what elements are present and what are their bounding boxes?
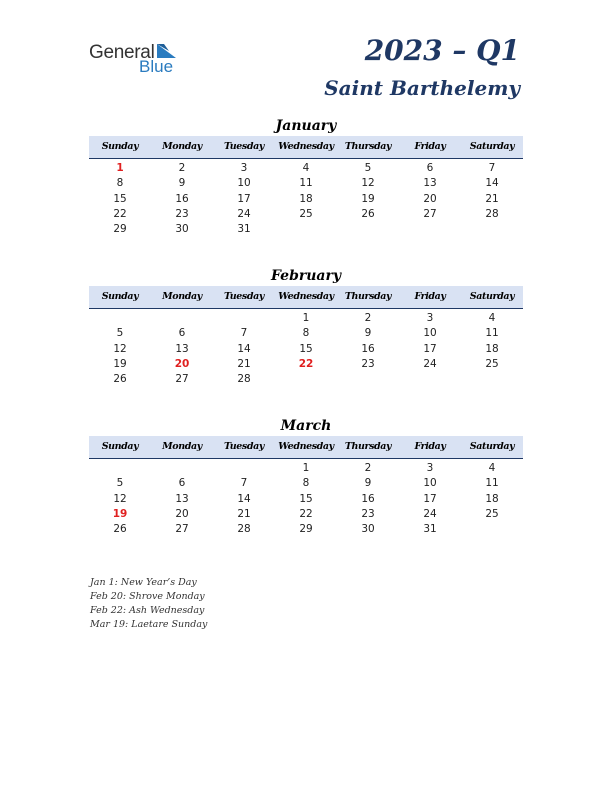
holiday-notes	[90, 576, 390, 632]
day-cell: 7	[240, 327, 248, 340]
day-cell: 26	[361, 207, 375, 220]
day-cell: 10	[237, 177, 251, 190]
day-cell: 3	[426, 312, 434, 324]
day-cell: 1	[302, 312, 310, 324]
day-cell: 6	[178, 327, 186, 340]
day-cell: 18	[485, 342, 499, 355]
day-cell: 30	[361, 523, 375, 536]
weekday-header	[89, 136, 523, 159]
day-cell: 29	[113, 223, 127, 236]
week-row	[89, 492, 523, 507]
holiday-day-cell: 20	[174, 357, 190, 370]
day-cell: 21	[237, 507, 251, 520]
day-cell: 9	[364, 327, 372, 340]
day-cell: 10	[423, 327, 437, 340]
week-row	[89, 461, 523, 476]
day-cell: 20	[175, 507, 189, 520]
weekday-tuesday: Tuesday	[223, 291, 264, 302]
week-row	[89, 342, 523, 357]
holiday-day-cell: 22	[298, 357, 314, 370]
day-cell: 9	[178, 177, 186, 190]
weekday-tuesday: Tuesday	[223, 441, 264, 452]
day-cell: 8	[302, 477, 310, 490]
weekday-thursday: Thursday	[344, 291, 392, 302]
week-row	[89, 192, 523, 207]
day-cell: 17	[423, 342, 437, 355]
day-cell: 6	[178, 477, 186, 490]
weekday-header	[89, 436, 523, 459]
day-cell	[461, 372, 523, 387]
month-february	[89, 266, 523, 387]
day-cell	[89, 461, 151, 476]
weekday-thursday: Thursday	[344, 141, 392, 152]
day-cell: 18	[299, 192, 313, 205]
weekday-friday: Friday	[414, 141, 446, 152]
day-cell: 11	[485, 477, 499, 490]
holiday-note: Jan 1: New Year’s Day	[90, 577, 197, 588]
day-cell: 25	[485, 507, 499, 520]
day-cell: 17	[237, 192, 251, 205]
day-cell	[213, 311, 275, 326]
weekday-monday: Monday	[162, 441, 202, 452]
page-title-period: 2023 – Q1	[364, 34, 520, 67]
week-row	[89, 476, 523, 491]
weekday-monday: Monday	[162, 141, 202, 152]
day-cell	[89, 311, 151, 326]
day-cell: 23	[361, 507, 375, 520]
day-cell: 22	[113, 207, 127, 220]
logo-text-general: General	[89, 42, 155, 63]
day-cell: 28	[237, 523, 251, 536]
day-cell: 31	[423, 523, 437, 536]
holiday-day-cell: 19	[112, 507, 128, 520]
day-cell: 13	[175, 492, 189, 505]
day-cell: 21	[485, 192, 499, 205]
day-cell: 18	[485, 492, 499, 505]
week-row	[89, 326, 523, 341]
holiday-note: Feb 22: Ash Wednesday	[90, 605, 205, 616]
day-cell: 1	[302, 462, 310, 474]
week-row	[89, 222, 523, 237]
holiday-note: Mar 19: Laetare Sunday	[90, 619, 208, 630]
day-cell: 3	[426, 462, 434, 474]
day-cell	[399, 222, 461, 237]
day-cell: 13	[423, 177, 437, 190]
holiday-note: Feb 20: Shrove Monday	[90, 591, 205, 602]
day-cell	[337, 372, 399, 387]
day-cell	[461, 522, 523, 537]
day-cell: 8	[116, 177, 124, 190]
day-cell: 9	[364, 477, 372, 490]
month-march	[89, 416, 523, 537]
weekday-saturday: Saturday	[469, 291, 515, 302]
day-cell: 26	[113, 373, 127, 386]
day-cell: 7	[240, 477, 248, 490]
weekday-friday: Friday	[414, 291, 446, 302]
weekday-wednesday: Wednesday	[278, 441, 334, 452]
day-cell	[151, 311, 213, 326]
day-cell: 15	[299, 342, 313, 355]
day-cell: 20	[423, 192, 437, 205]
day-cell: 23	[361, 357, 375, 370]
day-cell: 14	[237, 342, 251, 355]
day-cell: 15	[299, 492, 313, 505]
weekday-header	[89, 286, 523, 309]
day-cell: 10	[423, 477, 437, 490]
day-cell: 4	[488, 312, 496, 324]
day-cell: 21	[237, 357, 251, 370]
day-cell: 15	[113, 192, 127, 205]
day-cell: 11	[299, 177, 313, 190]
weekday-friday: Friday	[414, 441, 446, 452]
day-cell: 16	[175, 192, 189, 205]
day-cell	[399, 372, 461, 387]
day-cell: 12	[113, 492, 127, 505]
day-cell: 16	[361, 492, 375, 505]
week-row	[89, 311, 523, 326]
day-cell: 3	[240, 162, 248, 174]
day-cell: 5	[116, 327, 124, 340]
day-cell: 24	[423, 357, 437, 370]
day-cell: 26	[113, 523, 127, 536]
day-cell: 7	[488, 162, 496, 174]
day-cell: 13	[175, 342, 189, 355]
week-row	[89, 207, 523, 222]
month-name: January	[275, 118, 337, 134]
day-cell: 25	[299, 207, 313, 220]
weekday-wednesday: Wednesday	[278, 291, 334, 302]
month-grid	[89, 309, 523, 387]
day-cell: 2	[178, 162, 186, 174]
brand-logo	[89, 42, 189, 76]
week-row	[89, 176, 523, 191]
day-cell: 30	[175, 223, 189, 236]
weekday-thursday: Thursday	[344, 441, 392, 452]
weekday-sunday: Sunday	[101, 291, 139, 302]
day-cell: 2	[364, 312, 372, 324]
day-cell: 22	[299, 507, 313, 520]
day-cell: 27	[423, 207, 437, 220]
day-cell: 2	[364, 462, 372, 474]
day-cell: 24	[423, 507, 437, 520]
day-cell: 14	[237, 492, 251, 505]
day-cell: 27	[175, 373, 189, 386]
day-cell: 28	[237, 373, 251, 386]
weekday-sunday: Sunday	[101, 441, 139, 452]
week-row	[89, 507, 523, 522]
week-row	[89, 357, 523, 372]
week-row	[89, 522, 523, 537]
day-cell	[275, 222, 337, 237]
day-cell: 6	[426, 162, 434, 174]
day-cell: 4	[302, 162, 310, 174]
week-row	[89, 161, 523, 176]
day-cell: 28	[485, 207, 499, 220]
day-cell	[213, 461, 275, 476]
day-cell: 8	[302, 327, 310, 340]
weekday-wednesday: Wednesday	[278, 141, 334, 152]
day-cell: 19	[361, 192, 375, 205]
weekday-sunday: Sunday	[101, 141, 139, 152]
day-cell: 14	[485, 177, 499, 190]
weekday-monday: Monday	[162, 291, 202, 302]
day-cell	[461, 222, 523, 237]
weekday-saturday: Saturday	[469, 141, 515, 152]
weekday-tuesday: Tuesday	[223, 141, 264, 152]
day-cell: 27	[175, 523, 189, 536]
day-cell: 4	[488, 462, 496, 474]
month-name: February	[270, 268, 341, 284]
month-grid	[89, 459, 523, 537]
month-name: March	[280, 418, 332, 434]
day-cell: 19	[113, 357, 127, 370]
holiday-day-cell: 1	[116, 162, 124, 174]
day-cell: 12	[361, 177, 375, 190]
logo-text-blue: Blue	[139, 57, 174, 76]
day-cell: 23	[175, 207, 189, 220]
day-cell: 5	[364, 162, 372, 174]
day-cell: 16	[361, 342, 375, 355]
day-cell: 25	[485, 357, 499, 370]
day-cell: 29	[299, 523, 313, 536]
day-cell: 12	[113, 342, 127, 355]
day-cell	[337, 222, 399, 237]
day-cell: 17	[423, 492, 437, 505]
day-cell: 24	[237, 207, 251, 220]
day-cell: 31	[237, 223, 251, 236]
day-cell	[151, 461, 213, 476]
page-title-country: Saint Barthelemy	[324, 76, 520, 100]
day-cell: 11	[485, 327, 499, 340]
weekday-saturday: Saturday	[469, 441, 515, 452]
week-row	[89, 372, 523, 387]
day-cell	[275, 372, 337, 387]
month-january	[89, 116, 523, 237]
day-cell: 5	[116, 477, 124, 490]
month-grid	[89, 159, 523, 237]
